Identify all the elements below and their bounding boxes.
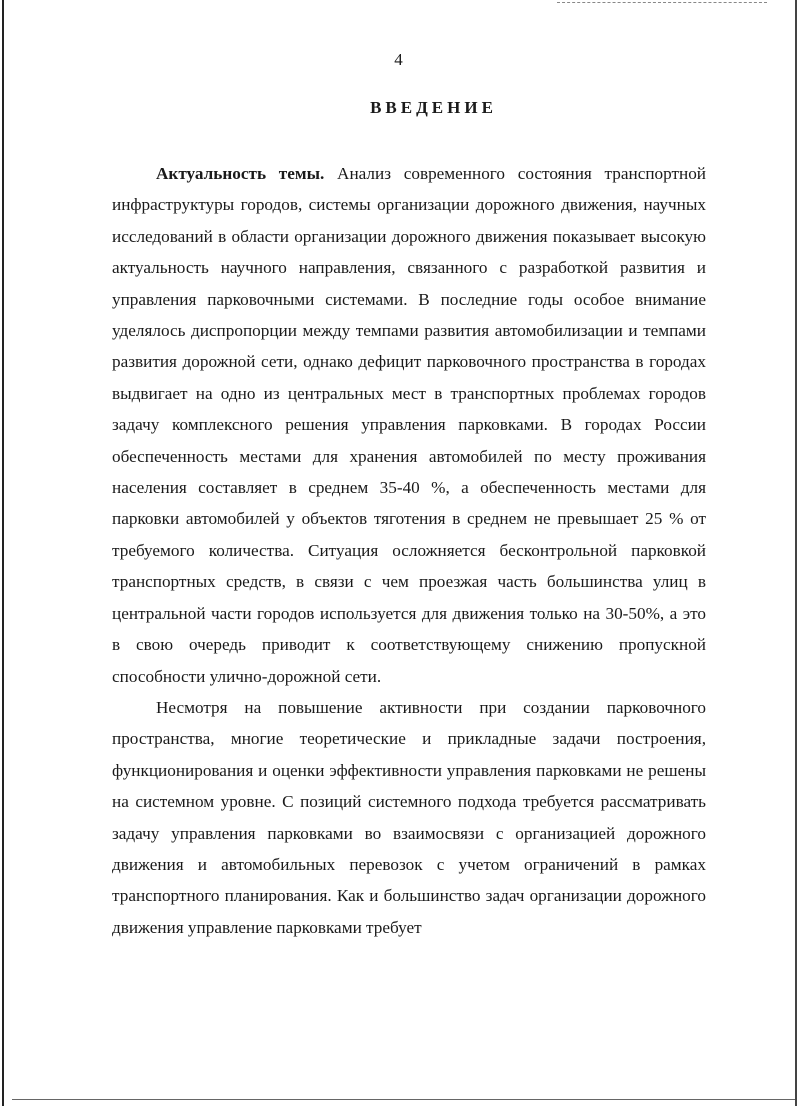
page-number: 4 [394, 50, 403, 69]
scan-edge-bottom [12, 1099, 795, 1100]
scan-edge-left [2, 0, 4, 1106]
section-heading: ВВЕДЕНИЕ [370, 98, 497, 117]
paragraph-lead: Актуальность темы. [156, 164, 325, 183]
scan-edge-top [557, 2, 767, 3]
paragraph-relevance [112, 158, 706, 692]
paragraph-system-approach [112, 692, 706, 943]
body-text [112, 158, 706, 943]
paragraph-text: Анализ современного состояния транспортной инфраструктуры городов, системы организации дорожного движения, научных исследований в области организации дорожного движения показывает высокую актуальность научного направления, связанного с разработкой развития и управления парковочными системами. В последние годы особое внимание уделялось диспропорции между темпами развития автомобилизации и темпами развития дорожной сети, однако дефицит парковочного пространства в городах выдвигает на одно из центральных мест в транспортных проблемах городов задачу комплексного решения управления парковками. В городах России обеспеченность местами для хранения автомобилей по месту проживания населения составляет в среднем 35-40 %, а обеспеченность местами для парковки автомобилей у объектов тяготения в среднем не превышает 25 % от требуемого количества. Ситуация осложняется бесконтрольной парковкой транспортных средств, в связи с чем проезжая часть большинства улиц в центральной части городов используется для движения только на 30-50%, а это в свою очередь приводит к соответствующему снижению пропускной способности улично-дорожной сети. [112, 164, 706, 686]
paragraph-text: Несмотря на повышение активности при создании парковочного пространства, многие теоретические и прикладные задачи построения, функционирования и оценки эффективности управления парковками не решены на системном уровне. С позиций системного подхода требуется рассматривать задачу управления парковками во взаимосвязи с организацией дорожного движения и автомобильных перевозок с учетом ограничений в рамках транспортного планирования. Как и большинство задач организации дорожного движения управление парковками требует [112, 697, 706, 937]
